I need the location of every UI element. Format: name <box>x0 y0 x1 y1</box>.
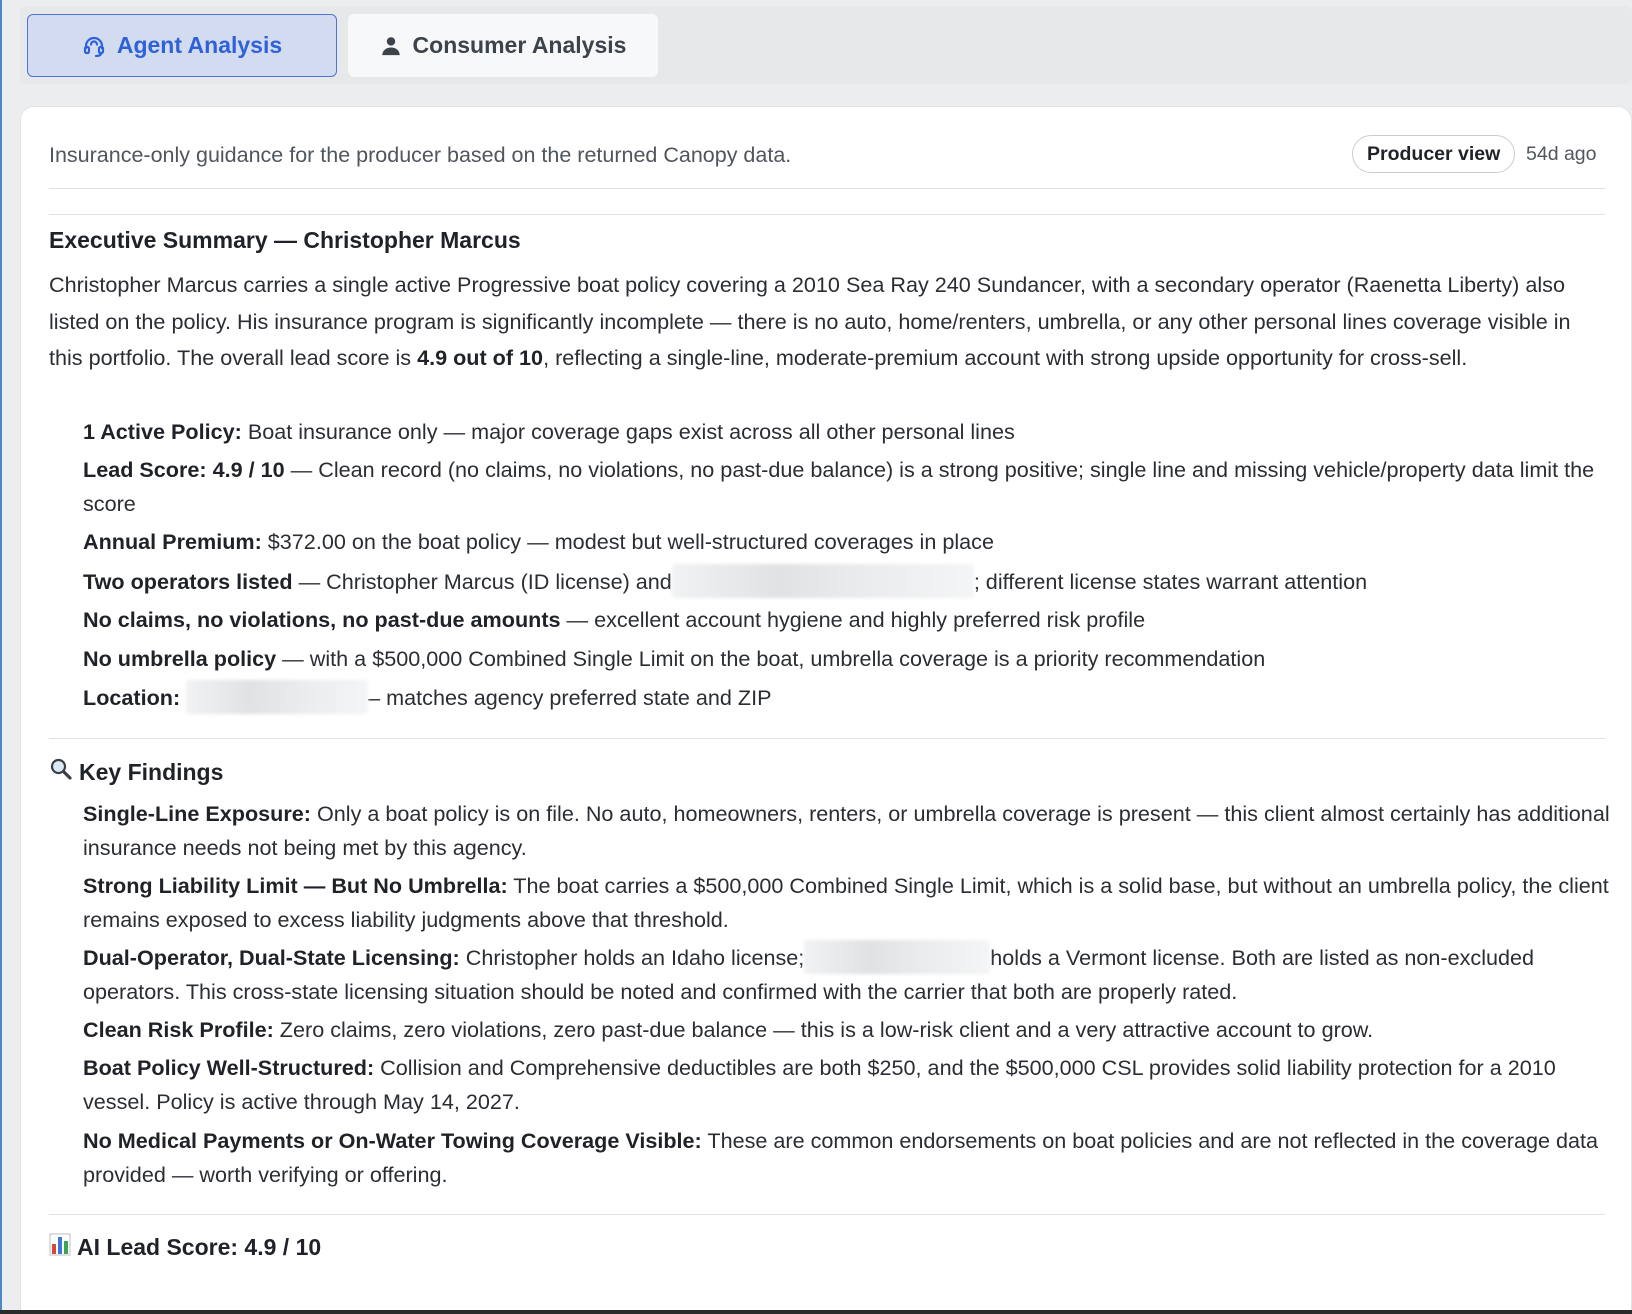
summary-score-emphasis: 4.9 out of 10 <box>417 345 544 370</box>
finding-item <box>83 1013 1613 1047</box>
finding-label: Single-Line Exposure: <box>83 801 311 826</box>
summary-item-text: Boat insurance only — major coverage gaps exist across all other personal lines <box>241 419 1015 444</box>
executive-summary-paragraph <box>49 267 1609 377</box>
summary-item-label: 1 Active Policy: <box>83 419 242 444</box>
timestamp: 54d ago <box>1526 143 1597 165</box>
summary-item-label: Location: <box>83 685 181 710</box>
finding-text: The boat carries a $500,000 Combined Single Limit, which is a solid base, but without an umbrella policy, the client remains exposed to excess liability judgments above that threshold. <box>83 873 1609 932</box>
summary-item <box>83 565 1613 599</box>
finding-text: holds a Vermont license. Both are listed as non-excluded operators. This cross-state licensing situation should be noted and confirmed with the carrier that both are properly rated. <box>83 945 1535 1004</box>
bottom-edge <box>0 1310 1632 1314</box>
key-findings-title <box>49 757 223 787</box>
redacted-name <box>804 940 990 974</box>
divider <box>49 188 1605 189</box>
divider <box>49 214 1605 215</box>
window-left-edge <box>0 0 2 1314</box>
finding-text: Zero claims, zero violations, zero past-due balance — this is a low-risk client and a very attractive account to grow. <box>273 1017 1374 1042</box>
finding-text: These are common endorsements on boat policies and are not reflected in the coverage data provided — worth verifying or offering. <box>83 1128 1599 1187</box>
divider <box>49 738 1605 739</box>
finding-label: Clean Risk Profile: <box>83 1017 274 1042</box>
summary-item <box>83 415 1613 449</box>
summary-item-label: Annual Premium: <box>83 529 262 554</box>
summary-item-label: No claims, no violations, no past-due amounts <box>83 607 561 632</box>
summary-item <box>83 453 1613 521</box>
summary-item <box>83 642 1613 676</box>
finding-item <box>83 797 1613 865</box>
tab-consumer-analysis-label: Consumer Analysis <box>412 32 627 58</box>
bar-chart-icon <box>49 1232 71 1262</box>
summary-text: , reflecting a single-line, moderate-premium account with strong upside opportunity for cross-sell. <box>543 345 1468 370</box>
finding-text: Only a boat policy is on file. No auto, homeowners, renters, or umbrella coverage is present — this client almost certainly has additional insurance needs not being met by this agency. <box>83 801 1610 860</box>
tab-agent-analysis-label: Agent Analysis <box>116 32 283 58</box>
finding-text: Christopher holds an Idaho license; <box>459 945 805 970</box>
summary-item-label: No umbrella policy <box>83 646 277 671</box>
summary-item <box>83 525 1613 559</box>
summary-item <box>83 681 1613 715</box>
finding-text: Collision and Comprehensive deductibles are both $250, and the $500,000 CSL provides solid liability protection for a 2010 vessel. Policy is active through May 14, 2027. <box>83 1055 1556 1114</box>
finding-item <box>83 1124 1613 1192</box>
tab-agent-analysis[interactable] <box>27 14 337 77</box>
finding-label: Boat Policy Well-Structured: <box>83 1055 375 1080</box>
summary-item-label: Lead Score: 4.9 / 10 <box>83 457 285 482</box>
finding-item <box>83 869 1613 937</box>
person-icon <box>380 35 402 57</box>
producer-view-label: Producer view <box>1367 142 1501 165</box>
summary-item-label: Two operators listed <box>83 569 293 594</box>
summary-item <box>83 603 1613 637</box>
executive-summary-title-text: Executive Summary — Christopher Marcus <box>49 227 521 253</box>
analysis-tabs <box>20 6 1632 84</box>
summary-item-text: — Christopher Marcus (ID license) and <box>292 569 672 594</box>
summary-item-text: – matches agency preferred state and ZIP <box>368 685 772 710</box>
finding-label: No Medical Payments or On-Water Towing Coverage Visible: <box>83 1128 702 1153</box>
finding-item <box>83 1051 1613 1119</box>
redacted-name <box>672 564 974 598</box>
summary-item-text: ; different license states warrant attention <box>973 569 1368 594</box>
producer-view-badge[interactable] <box>1352 135 1515 173</box>
lead-score-title <box>49 1232 321 1262</box>
lead-score-title-text: AI Lead Score: 4.9 / 10 <box>77 1233 322 1260</box>
finding-label: Dual-Operator, Dual-State Licensing: <box>83 945 460 970</box>
analysis-card <box>20 106 1632 1314</box>
magnifier-icon <box>49 757 73 787</box>
headset-icon <box>82 34 106 58</box>
summary-item-text: — Clean record (no claims, no violations, no past-due balance) is a strong positive; single line and missing vehicle/property data limit the score <box>83 457 1595 516</box>
redacted-location <box>186 680 368 714</box>
executive-summary-title <box>49 227 521 254</box>
finding-label: Strong Liability Limit — But No Umbrella: <box>83 873 508 898</box>
finding-item <box>83 941 1613 1009</box>
intro-text: Insurance-only guidance for the producer based on the returned Canopy data. <box>49 143 792 167</box>
summary-text: Christopher Marcus carries a single active Progressive boat policy covering a 2010 Sea Ray 240 Sundancer, with a secondary operator (Raenetta Liberty) also listed on the policy. His insurance program is significantly incomplete — there is no auto, home/renters, umbrella, or any other personal lines coverage visible in this portfolio. The overall lead score is <box>49 272 1571 370</box>
summary-item-text: — excellent account hygiene and highly preferred risk profile <box>560 607 1146 632</box>
divider <box>49 1214 1605 1215</box>
summary-item-text: — with a $500,000 Combined Single Limit on the boat, umbrella coverage is a priority recommendation <box>276 646 1266 671</box>
tab-consumer-analysis[interactable] <box>348 14 658 77</box>
summary-item-text: $372.00 on the boat policy — modest but well-structured coverages in place <box>261 529 994 554</box>
key-findings-title-text: Key Findings <box>79 758 224 785</box>
